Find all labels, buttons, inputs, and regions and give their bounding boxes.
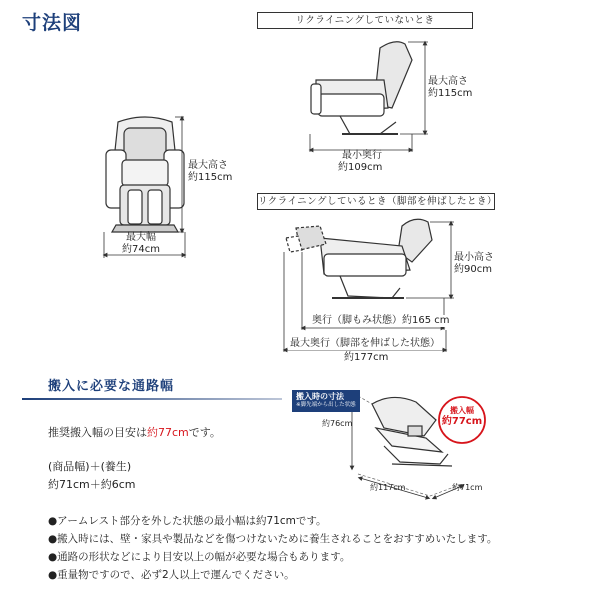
front-width-value: 約74cm [122,244,160,255]
section-divider [22,398,282,400]
reclined-depth2-label: 最大奥行（脚部を伸ばした状態） [290,338,440,349]
reclined-chair [286,219,432,298]
note-1: ●アームレスト部分を外した状態の最小幅は約71cmです。 [48,515,327,527]
note-4: ●重量物ですので、必ず2人以上で運んでください。 [48,569,295,581]
front-height-value: 約115cm [188,172,233,183]
page-title: 寸法図 [22,12,83,34]
transport-width: 約71cm [452,483,483,492]
front-width-label: 最大幅 [126,232,156,243]
reclined-height-value: 約90cm [454,264,492,275]
badge-value: 約77cm [441,416,483,427]
reclined-depth2-value: 約177cm [344,352,389,363]
badge-label: 搬入幅 [450,406,474,415]
formula-label: (商品幅)＋(養生) [48,460,132,473]
upright-depth-value: 約109cm [338,162,383,173]
passage-heading: 搬入に必要な通路幅 [48,379,175,394]
reclined-height-label: 最小高さ [454,252,494,263]
transport-tag-sub: ※脚先端から出した状態 [296,402,356,408]
recommend-value: 約77cm [147,426,189,439]
reclined-depth1: 奥行（脚もみ状態）約165 cm [312,315,450,326]
front-view-chair [106,117,184,232]
transport-tag [292,390,360,412]
transport-height: 約76cm [322,419,353,428]
recommend-suffix: です。 [188,426,221,439]
transport-diagram [372,397,452,466]
note-2: ●搬入時には、壁・家具や製品などを傷つけないために養生されることをおすすめいたします。 [48,533,498,545]
reclined-caption: リクライニングしているとき（脚部を伸ばしたとき） [257,193,495,210]
badge-text [441,406,483,428]
recommend-prefix: 推奨搬入幅の目安は [48,426,147,439]
upright-depth-label: 最小奥行 [342,150,382,161]
note-3: ●通路の形状などにより目安以上の幅が必要な場合もあります。 [48,551,351,563]
recommend-text [48,426,221,440]
upright-caption: リクライニングしていないとき [257,12,473,29]
side-view-chair [311,42,412,134]
front-height-label: 最大高さ [188,160,228,171]
formula-value: 約71cm＋約6cm [48,478,136,491]
transport-tag-title: 搬入時の寸法 [296,392,344,401]
upright-height-label: 最大高さ [428,76,468,87]
upright-height-value: 約115cm [428,88,473,99]
transport-length: 約117cm [370,483,406,492]
